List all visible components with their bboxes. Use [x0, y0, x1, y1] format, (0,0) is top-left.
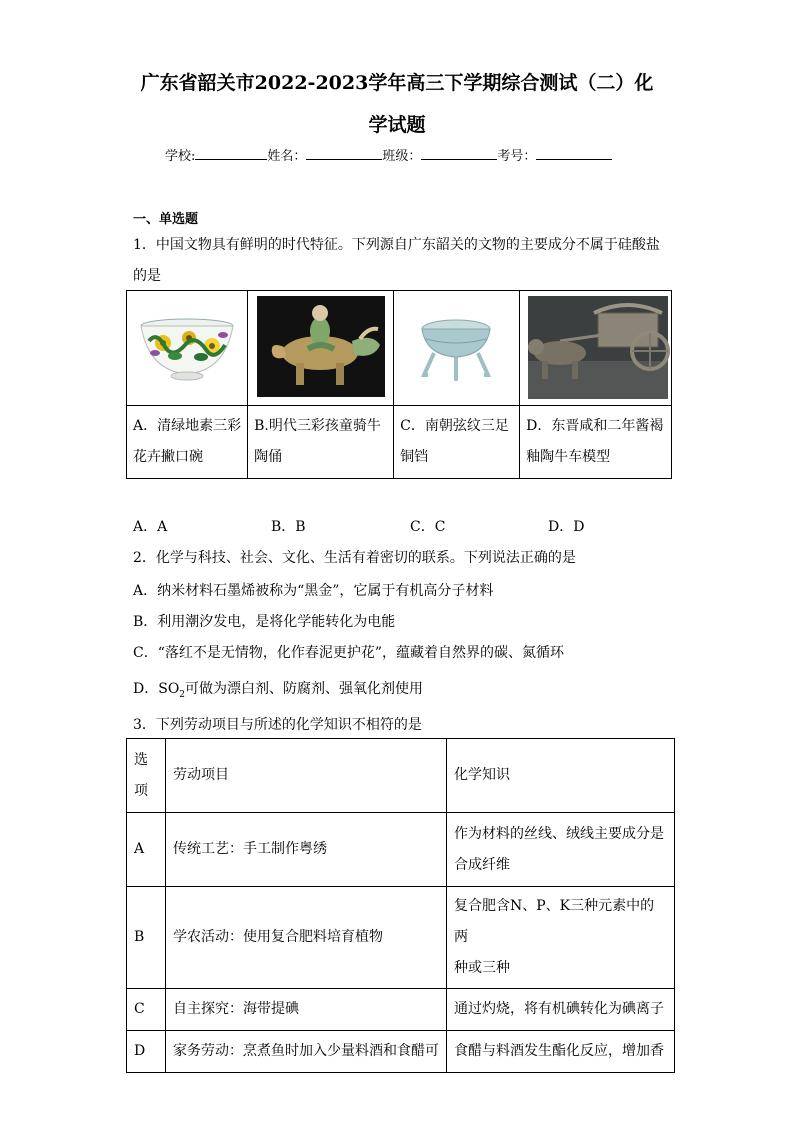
artifact-label-d-line1: D．东晋咸和二年酱褐: [526, 418, 664, 434]
artifact-image-cell-c: [394, 291, 520, 406]
ceramic-ox-figurine-icon: [248, 291, 393, 405]
q1-artifact-table: [126, 290, 672, 479]
artifact-label-b-line2: 陶俑: [254, 449, 283, 465]
q3-row-b-knowledge-line1: 复合肥含N、P、K三种元素中的两: [454, 898, 655, 945]
q2-stem: 2．化学与科技、社会、文化、生活有着密切的联系。下列说法正确的是: [133, 550, 576, 566]
q3-header-knowledge: 化学知识: [447, 739, 675, 813]
artifact-image-cell-b: [248, 291, 394, 406]
artifact-label-c-line2: 铜铛: [400, 449, 429, 465]
q3-header-option-line2: 项: [134, 782, 148, 799]
artifact-label-a-line1: A．清绿地素三彩: [133, 418, 242, 434]
exam-number-label: 考号：: [497, 149, 537, 164]
name-label: 姓名：: [267, 149, 307, 164]
q3-row-c-option: C: [127, 989, 166, 1031]
school-blank: [195, 147, 267, 160]
q1-option-d[interactable]: D．D: [548, 519, 585, 535]
q3-row-a-option: A: [127, 813, 166, 887]
q3-row-c-project: 自主探究：海带提碘: [166, 989, 447, 1031]
q1-stem-line2: 的是: [133, 268, 161, 284]
page-title-line1: 广东省韶关市2022-2023学年高三下学期综合测试（二）化: [140, 72, 654, 94]
artifact-label-c: [394, 406, 520, 479]
artifact-image-cell-d: [520, 291, 672, 406]
q3-row-b-knowledge: [447, 887, 675, 989]
artifact-image-cell-a: [127, 291, 248, 406]
q1-option-b[interactable]: B．B: [271, 519, 306, 535]
q3-row-b-knowledge-line2: 种或三种: [454, 960, 510, 976]
exam-number-blank: [536, 147, 612, 160]
artifact-label-d: [520, 406, 672, 479]
q2-option-c[interactable]: C．“落红不是无情物，化作春泥更护花”，蕴藏着自然界的碳、氮循环: [133, 645, 565, 661]
q3-row-c-knowledge: 通过灼烧，将有机碘转化为碘离子: [447, 989, 675, 1031]
table-row: [127, 989, 675, 1031]
q3-row-a-project: 传统工艺：手工制作粤绣: [166, 813, 447, 887]
artifact-label-a-line2: 花卉撇口碗: [133, 449, 203, 465]
q3-header-option-line1: 选: [134, 751, 148, 768]
name-blank: [306, 147, 382, 160]
class-label: 班级：: [382, 149, 422, 164]
q2-option-a[interactable]: A．纳米材料石墨烯被称为“黑金”，它属于有机高分子材料: [133, 583, 494, 599]
table-row: [127, 813, 675, 887]
section-heading: 一、单选题: [133, 212, 199, 227]
q3-table: [126, 738, 675, 1073]
page-title-line2: 学试题: [368, 114, 426, 136]
q2-option-d-subscript: 2: [179, 689, 186, 700]
class-blank: [421, 147, 497, 160]
artifact-label-c-line1: C．南朝弦纹三足: [400, 418, 509, 434]
artifact-label-a: [127, 406, 248, 479]
q3-row-d-project: 家务劳动：烹煮鱼时加入少量料酒和食醋可: [166, 1031, 447, 1073]
q3-row-a-knowledge-line2: 合成纤维: [454, 856, 510, 873]
q3-row-a-knowledge-line1: 作为材料的丝线、绒线主要成分是: [454, 825, 664, 842]
table-row: [127, 887, 675, 989]
artifact-label-b-line1: B.明代三彩孩童骑牛: [254, 418, 381, 434]
q1-option-a[interactable]: A．A: [133, 519, 168, 535]
table-row: [127, 739, 675, 813]
q3-header-option: [127, 739, 166, 813]
artifact-label-b: [248, 406, 394, 479]
artifact-label-d-line2: 釉陶牛车模型: [526, 449, 611, 465]
q3-row-d-option: D: [127, 1031, 166, 1073]
q2-option-d-prefix: D．SO: [133, 681, 180, 697]
bronze-tripod-icon: [394, 291, 519, 405]
porcelain-bowl-icon: [127, 291, 247, 405]
table-row: [127, 1031, 675, 1073]
q1-option-c[interactable]: C．C: [410, 519, 446, 535]
q3-header-project: 劳动项目: [166, 739, 447, 813]
q2-option-b[interactable]: B．利用潮汐发电，是将化学能转化为电能: [133, 614, 396, 630]
school-label: 学校:: [165, 149, 196, 164]
q3-row-d-knowledge: 食醋与料酒发生酯化反应，增加香: [447, 1031, 675, 1073]
q3-row-b-project: 学农活动：使用复合肥料培育植物: [166, 887, 447, 989]
q3-stem: 3．下列劳动项目与所述的化学知识不相符的是: [133, 717, 422, 733]
q3-row-a-knowledge: [447, 813, 675, 887]
student-info-row: [165, 145, 612, 164]
q3-row-b-option: B: [127, 887, 166, 989]
q2-option-d-suffix: 可做为漂白剂、防腐剂、强氧化剂使用: [185, 681, 424, 697]
q2-option-d[interactable]: [133, 678, 423, 700]
q1-stem-line1: 1．中国文物具有鲜明的时代特征。下列源自广东韶关的文物的主要成分不属于硅酸盐: [133, 237, 660, 253]
pottery-ox-cart-icon: [520, 291, 671, 405]
